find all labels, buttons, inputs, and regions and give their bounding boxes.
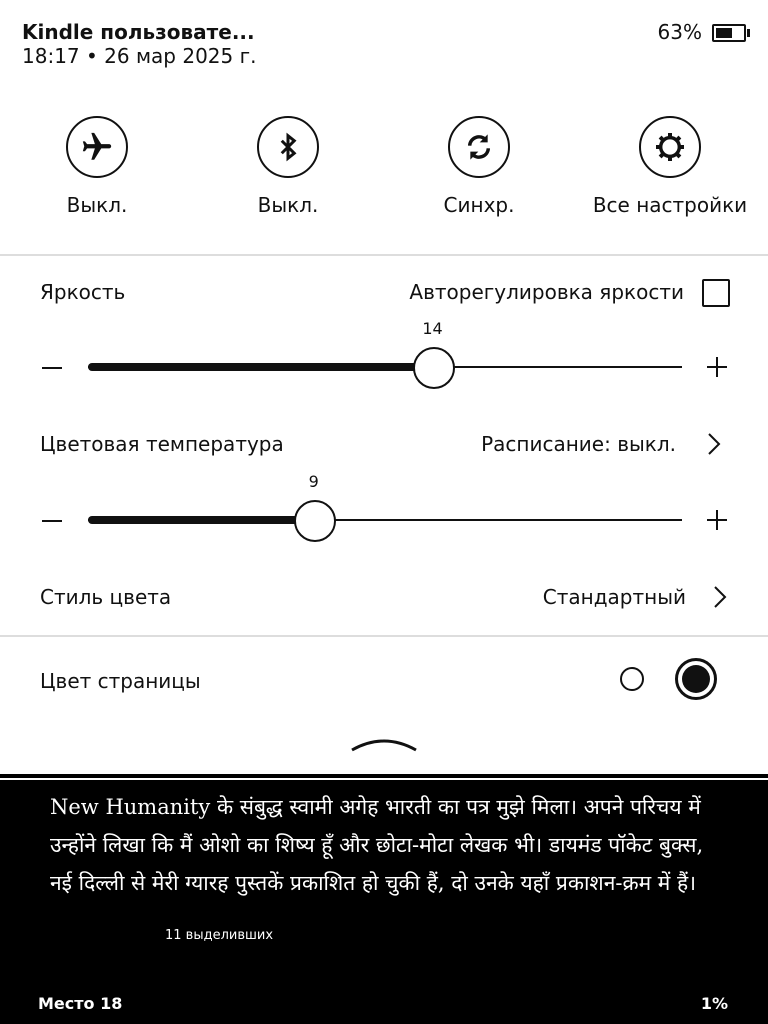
brightness-decrease-button[interactable] xyxy=(42,367,62,369)
airplane-mode-label: Выкл. xyxy=(66,193,128,217)
bluetooth-button[interactable] xyxy=(208,116,368,217)
color-temperature-value: 9 xyxy=(308,472,319,491)
page-color-white-option[interactable] xyxy=(620,667,644,691)
color-temperature-increase-button[interactable] xyxy=(707,510,727,530)
collapse-panel-icon[interactable] xyxy=(350,736,418,758)
chevron-right-icon[interactable] xyxy=(706,432,722,460)
color-temperature-fill xyxy=(88,516,314,524)
color-temperature-decrease-button[interactable] xyxy=(42,520,62,522)
color-style-value[interactable]: Стандартный xyxy=(542,585,686,609)
bluetooth-label: Выкл. xyxy=(257,193,319,217)
page-color-label: Цвет страницы xyxy=(40,669,201,693)
popular-highlights-count: 11 выделивших xyxy=(165,928,274,943)
battery-icon xyxy=(712,24,746,42)
gear-icon xyxy=(639,116,701,178)
brightness-label: Яркость xyxy=(40,280,126,304)
bluetooth-icon xyxy=(257,116,319,178)
sync-label: Синхр. xyxy=(443,193,515,217)
brightness-value: 14 xyxy=(422,319,443,338)
time-date: 18:17 • 26 мар 2025 г. xyxy=(22,44,257,68)
location-indicator[interactable]: Место 18 xyxy=(38,994,123,1013)
color-temperature-label: Цветовая температура xyxy=(40,432,284,456)
schedule-label[interactable]: Расписание: выкл. xyxy=(481,432,676,456)
all-settings-button[interactable] xyxy=(590,116,750,217)
divider xyxy=(0,635,768,637)
radio-selected-dot xyxy=(682,665,710,693)
airplane-mode-button[interactable] xyxy=(17,116,177,217)
reader-page[interactable] xyxy=(0,780,768,1024)
airplane-icon xyxy=(66,116,128,178)
battery-percent: 63% xyxy=(657,20,702,44)
color-style-label: Стиль цвета xyxy=(40,585,172,609)
color-temperature-slider-handle[interactable] xyxy=(294,500,336,542)
reading-progress[interactable]: 1% xyxy=(700,994,728,1013)
sync-button[interactable] xyxy=(399,116,559,217)
device-name: Kindle пользовате... xyxy=(22,20,255,44)
divider xyxy=(0,254,768,256)
brightness-fill xyxy=(88,363,433,371)
book-text[interactable]: New Humanity के संबुद्ध स्वामी अगेह भारती का पत्र मुझे मिला। अपने परिचय में उन्होंने लिखा कि मैं ओशो का शिष्य हूँ और छोटा-मोटा लेखक भी। डायमंड पॉकेट बुक्स, नई दिल्ली से मेरी ग्यारह पुस्तकें प्रकाशित हो चुकी हैं, दो उनके यहाँ प्रकाशन-क्रम में हैं। xyxy=(50,795,704,895)
brightness-slider-handle[interactable] xyxy=(413,347,455,389)
panel-divider xyxy=(0,774,768,778)
auto-brightness-label: Авторегулировка яркости xyxy=(409,280,684,304)
auto-brightness-checkbox[interactable] xyxy=(702,279,730,307)
sync-icon xyxy=(448,116,510,178)
all-settings-label: Все настройки xyxy=(592,193,748,217)
page-color-black-option[interactable] xyxy=(675,658,717,700)
chevron-right-icon[interactable] xyxy=(712,585,728,613)
brightness-increase-button[interactable] xyxy=(707,357,727,377)
